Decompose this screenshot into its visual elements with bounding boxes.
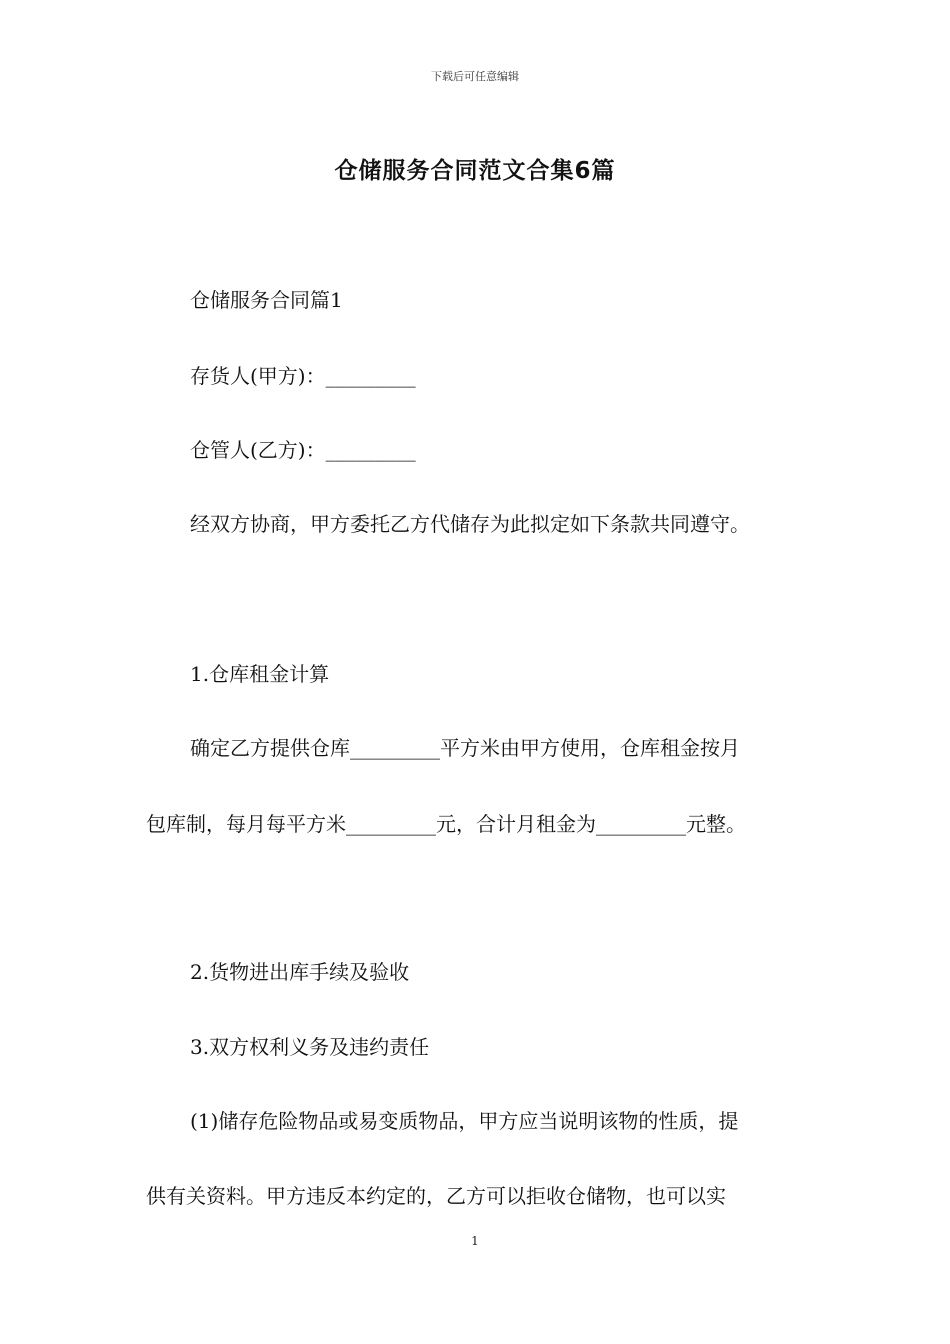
section-heading-contract-1: 仓储服务合同篇1 — [190, 288, 343, 312]
clause-3-item-1-line-1: (1)储存危险物品或易变质物品，甲方应当说明该物的性质，提 — [190, 1109, 739, 1133]
agreement-intro: 经双方协商，甲方委托乙方代储存为此拟定如下条款共同遵守。 — [190, 512, 750, 536]
clause-2-heading: 2.货物进出库手续及验收 — [190, 960, 410, 984]
document-title: 仓储服务合同范文合集6篇 — [334, 158, 616, 184]
header-note: 下载后可任意编辑 — [431, 70, 519, 83]
clause-3-item-1-line-2: 供有关资料。甲方违反本约定的，乙方可以拒收仓储物，也可以实 — [146, 1184, 726, 1208]
page-number: 1 — [471, 1234, 479, 1248]
clause-1-text-line-1: 确定乙方提供仓库_________平方米由甲方使用，仓库租金按月 — [190, 736, 740, 760]
clause-3-heading: 3.双方权利义务及违约责任 — [190, 1035, 430, 1059]
party-a-line: 存货人(甲方)：_________ — [190, 364, 416, 388]
clause-1-heading: 1.仓库租金计算 — [190, 662, 330, 686]
clause-1-text-line-2: 包库制，每月每平方米_________元，合计月租金为_________元整。 — [146, 812, 746, 836]
party-b-line: 仓管人(乙方)：_________ — [190, 438, 416, 462]
